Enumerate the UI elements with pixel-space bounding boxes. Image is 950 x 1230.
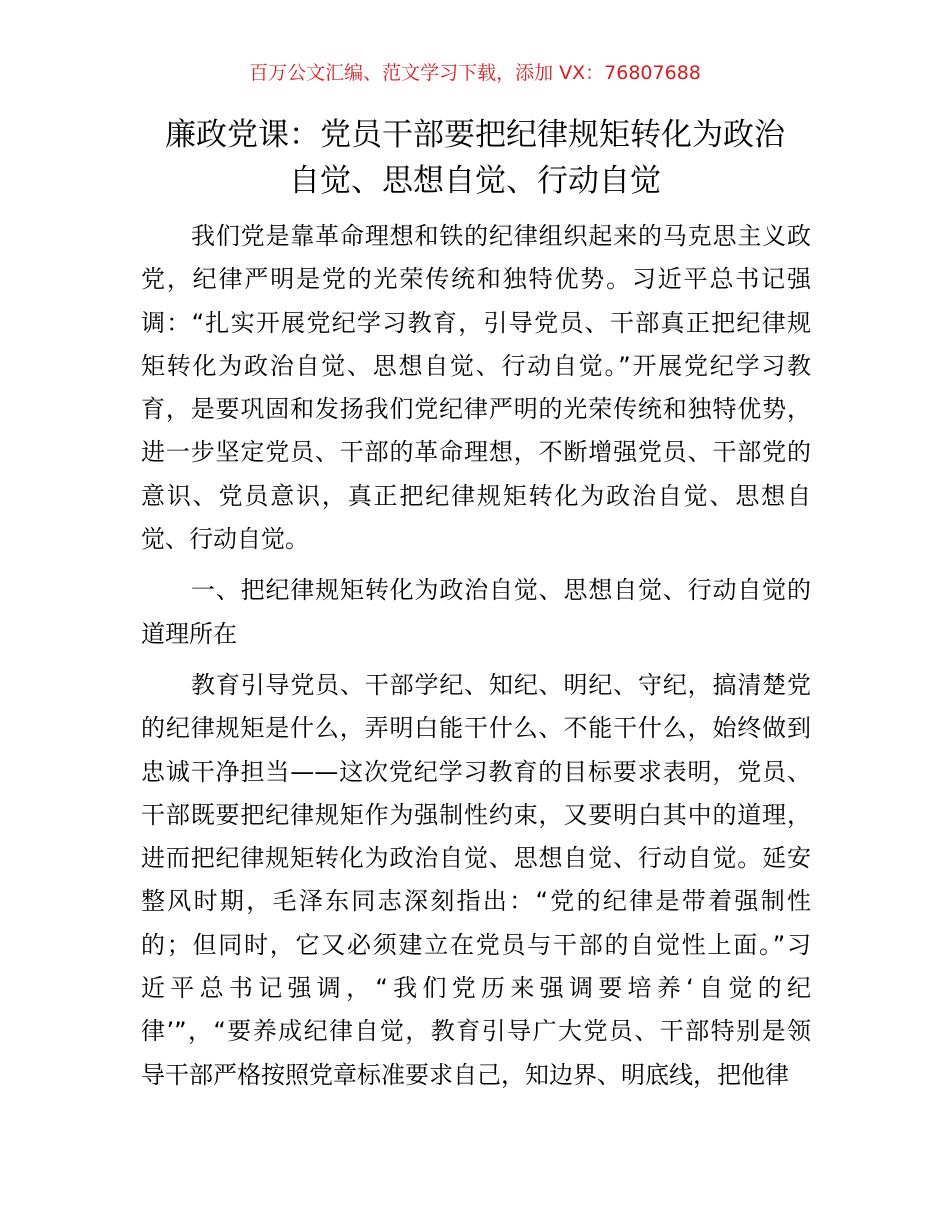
text-line: 干部既要把纪律规矩作为强制性约束，又要明白其中的道理，	[141, 800, 811, 829]
text-line: 觉、行动自觉。	[141, 525, 309, 554]
text-line: 律’”，“要养成纪律自觉，教育引导广大党员、干部特别是领	[141, 1017, 811, 1046]
text-line: 整风时期，毛泽东同志深刻指出：“党的纪律是带着强制性	[141, 887, 811, 916]
paragraph	[141, 215, 811, 561]
paragraph	[141, 664, 811, 1097]
text-line: 育，是要巩固和发扬我们党纪律严明的光荣传统和独特优势，	[141, 395, 811, 424]
text-line: 近平总书记强调，“我们党历来强调要培养‘自觉的纪	[141, 974, 811, 1003]
section-heading	[141, 569, 811, 656]
text-line: 矩转化为政治自觉、思想自觉、行动自觉。”开展党纪学习教	[141, 351, 811, 380]
text-line: 教育引导党员、干部学纪、知纪、明纪、守纪，搞清楚党	[191, 670, 811, 699]
document-body	[141, 215, 811, 1105]
text-line: 道理所在	[141, 619, 237, 648]
text-line: 的；但同时，它又必须建立在党员与干部的自觉性上面。”习	[141, 930, 811, 959]
text-line: 导干部严格按照党章标准要求自己，知边界、明底线，把他律	[141, 1060, 789, 1089]
watermark-banner: 百万公文汇编、范文学习下载，添加 VX：76807688	[249, 62, 701, 84]
text-line: 我们党是靠革命理想和铁的纪律组织起来的马克思主义政	[191, 222, 811, 250]
text-line: 意识、党员意识，真正把纪律规矩转化为政治自觉、思想自	[141, 481, 811, 510]
text-line: 进而把纪律规矩转化为政治自觉、思想自觉、行动自觉。延安	[141, 844, 811, 873]
title-line: 廉政党课：党员干部要把纪律规矩转化为政治	[165, 117, 785, 153]
text-line: 的纪律规矩是什么，弄明白能干什么、不能干什么，始终做到	[141, 714, 811, 743]
text-line: 党，纪律严明是党的光荣传统和独特优势。习近平总书记强	[141, 265, 811, 294]
text-line: 调：“扎实开展党纪学习教育，引导党员、干部真正把纪律规	[141, 308, 811, 337]
text-line: 一、把纪律规矩转化为政治自觉、思想自觉、行动自觉的	[191, 576, 811, 605]
document-title	[120, 112, 830, 204]
text-line: 忠诚干净担当——这次党纪学习教育的目标要求表明，党员、	[141, 757, 811, 786]
text-line: 进一步坚定党员、干部的革命理想，不断增强党员、干部党的	[141, 438, 811, 467]
title-line: 自觉、思想自觉、行动自觉	[289, 163, 661, 199]
